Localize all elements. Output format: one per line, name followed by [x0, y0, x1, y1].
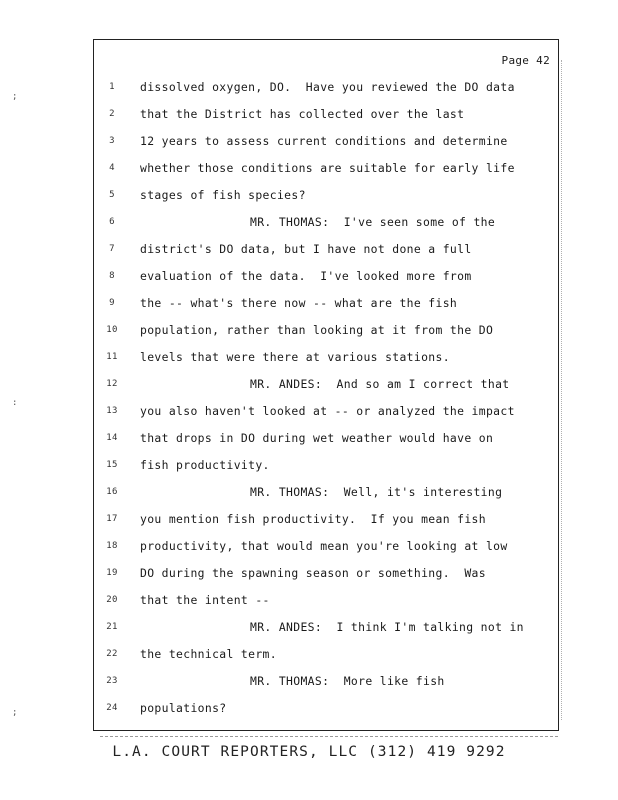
line-text: you mention fish productivity. If you mean fish — [140, 512, 486, 526]
page-edge-divider — [561, 60, 562, 720]
line-text: dissolved oxygen, DO. Have you reviewed the DO data — [140, 80, 515, 94]
line-number: 9 — [109, 298, 115, 308]
line-text: productivity, that would mean you're looking at low — [140, 539, 508, 553]
line-text: that the intent -- — [140, 593, 270, 607]
line-number: 10 — [106, 325, 118, 335]
transcript-line — [94, 182, 558, 209]
line-number: 19 — [106, 568, 118, 578]
line-number: 4 — [109, 163, 115, 173]
transcript-line — [94, 101, 558, 128]
line-number: 11 — [106, 352, 118, 362]
line-text: whether those conditions are suitable for early life — [140, 161, 515, 175]
transcript-line — [94, 506, 558, 533]
line-number: 2 — [109, 109, 115, 119]
transcript-line — [94, 587, 558, 614]
transcript-line — [94, 155, 558, 182]
transcript-line — [94, 236, 558, 263]
line-number: 22 — [106, 649, 118, 659]
line-number: 13 — [106, 406, 118, 416]
transcript-line — [94, 560, 558, 587]
line-number: 7 — [109, 244, 115, 254]
line-number: 3 — [109, 136, 115, 146]
line-number: 20 — [106, 595, 118, 605]
transcript-line — [94, 263, 558, 290]
line-number: 12 — [106, 379, 118, 389]
reporter-footer: L.A. COURT REPORTERS, LLC (312) 419 9292 — [112, 744, 506, 760]
margin-mark: : — [12, 398, 18, 408]
line-text: MR. THOMAS: I've seen some of the — [250, 215, 496, 229]
transcript-line — [94, 452, 558, 479]
transcript-line — [94, 614, 558, 641]
transcript-line — [94, 128, 558, 155]
transcript-line — [94, 425, 558, 452]
transcript-line — [94, 344, 558, 371]
line-text: you also haven't looked at -- or analyzed the impact — [140, 404, 515, 418]
line-text: MR. ANDES: And so am I correct that — [250, 377, 510, 391]
line-number: 14 — [106, 433, 118, 443]
transcript-line — [94, 398, 558, 425]
line-text: populations? — [140, 701, 227, 715]
line-number: 21 — [106, 622, 118, 632]
transcript-page — [93, 39, 559, 731]
line-number: 6 — [109, 217, 115, 227]
transcript-line — [94, 290, 558, 317]
line-text: DO during the spawning season or something. Was — [140, 566, 486, 580]
transcript-line — [94, 668, 558, 695]
line-number: 17 — [106, 514, 118, 524]
transcript-line — [94, 209, 558, 236]
margin-mark: ; — [12, 92, 18, 102]
line-number: 24 — [106, 703, 118, 713]
line-text: 12 years to assess current conditions and determine — [140, 134, 508, 148]
line-text: population, rather than looking at it from the DO — [140, 323, 494, 337]
transcript-line — [94, 641, 558, 668]
line-text: district's DO data, but I have not done a full — [140, 242, 472, 256]
line-text: MR. THOMAS: More like fish — [250, 674, 445, 688]
line-text: levels that were there at various stations. — [140, 350, 450, 364]
line-number: 18 — [106, 541, 118, 551]
line-text: fish productivity. — [140, 458, 270, 472]
line-number: 1 — [109, 82, 115, 92]
line-number: 16 — [106, 487, 118, 497]
line-text: MR. THOMAS: Well, it's interesting — [250, 485, 503, 499]
footer-divider — [100, 736, 558, 737]
line-number: 15 — [106, 460, 118, 470]
line-text: that the District has collected over the last — [140, 107, 465, 121]
page-number: Page 42 — [501, 54, 550, 67]
line-text: the -- what's there now -- what are the fish — [140, 296, 458, 310]
transcript-line — [94, 371, 558, 398]
line-text: the technical term. — [140, 647, 277, 661]
line-number: 8 — [109, 271, 115, 281]
transcript-line — [94, 533, 558, 560]
transcript-line — [94, 695, 558, 722]
line-number: 5 — [109, 190, 115, 200]
line-text: MR. ANDES: I think I'm talking not in — [250, 620, 524, 634]
line-text: that drops in DO during wet weather would have on — [140, 431, 494, 445]
line-text: stages of fish species? — [140, 188, 306, 202]
line-number: 23 — [106, 676, 118, 686]
line-text: evaluation of the data. I've looked more from — [140, 269, 472, 283]
transcript-line — [94, 317, 558, 344]
transcript-line — [94, 479, 558, 506]
margin-mark: ; — [12, 708, 18, 718]
transcript-line — [94, 74, 558, 101]
